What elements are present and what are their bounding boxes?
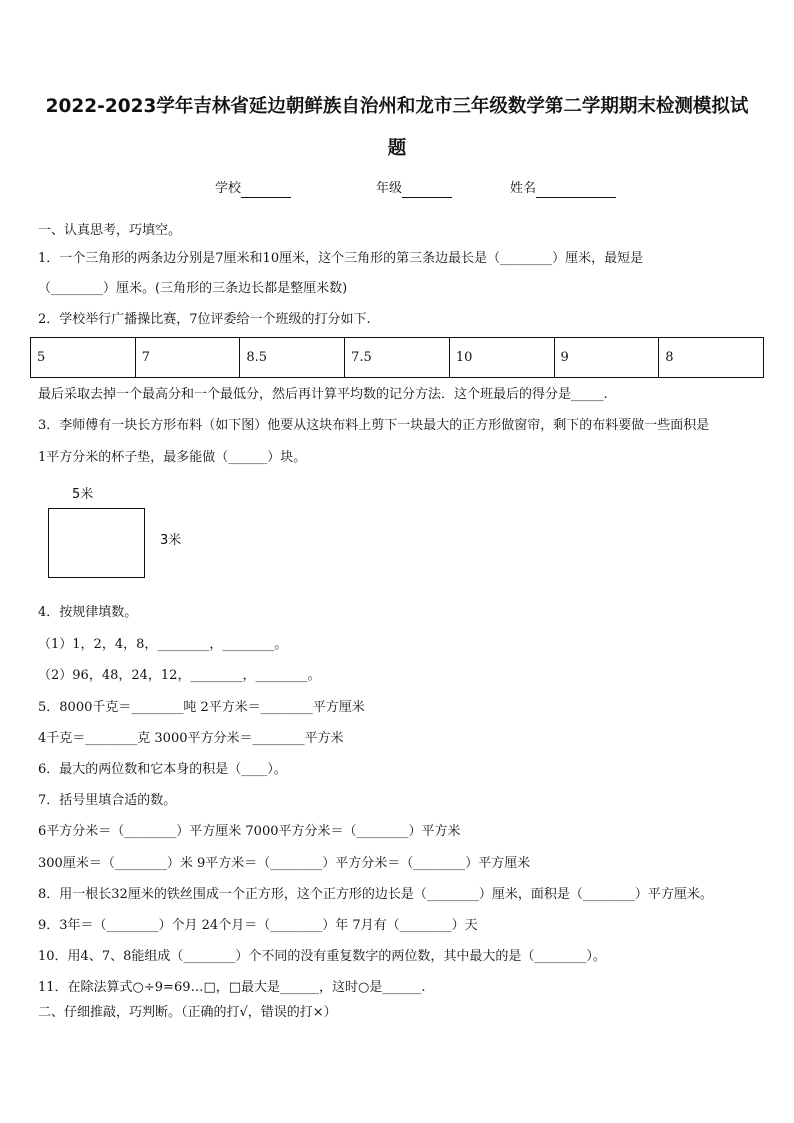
- name-blank[interactable]: [536, 183, 616, 198]
- q3-line2: 1平方分米的杯子垫，最多能做（______）块。: [38, 450, 307, 465]
- q4-part1: （1）1，2，4，8，________，________。: [38, 637, 288, 652]
- name-label: 姓名: [510, 181, 537, 196]
- q6-text: 6．最大的两位数和它本身的积是（____）。: [38, 762, 287, 777]
- title-line-2: 题: [387, 138, 407, 159]
- score-cell: 7.5: [345, 338, 450, 378]
- score-cell: 8.5: [240, 338, 345, 378]
- q7-text: 7．括号里填合适的数。: [38, 793, 177, 808]
- school-label: 学校: [215, 181, 242, 196]
- score-table: [30, 337, 764, 378]
- grade-label: 年级: [376, 181, 403, 196]
- q1-line2: （________）厘米。(三角形的三条边长都是整厘米数): [38, 281, 348, 296]
- section1-heading: 一、认真思考，巧填空。: [38, 223, 182, 238]
- q4-text: 4．按规律填数。: [38, 605, 138, 620]
- grade-field[interactable]: [376, 180, 452, 198]
- q8-text: 8．用一根长32厘米的铁丝围成一个正方形，这个正方形的边长是（________）厘米，面积是（________）平方厘米。: [38, 887, 713, 902]
- score-cell: 10: [449, 338, 554, 378]
- q7-line1: 6平方分米＝（________）平方厘米 7000平方分米＝（________）平方米: [38, 824, 461, 839]
- score-cell: 8: [659, 338, 764, 378]
- q11-text: 11．在除法算式○÷9=69…□，□最大是______，这时○是______.: [38, 980, 426, 995]
- q3-line1: 3．李师傅有一块长方形布料（如下图）他要从这块布料上剪下一块最大的正方形做窗帘，剩下的布料要做一些面积是: [38, 418, 710, 433]
- q5-line2: 4千克＝________克 3000平方分米＝________平方米: [38, 731, 344, 746]
- rectangle-figure: [48, 508, 145, 578]
- q4-part2: （2）96，48，24，12，________，________。: [38, 668, 321, 683]
- q10-text: 10．用4、7、8能组成（________）个不同的没有重复数字的两位数，其中最大的是（________）。: [38, 949, 606, 964]
- rect-width-label: 5米: [72, 487, 94, 502]
- school-blank[interactable]: [241, 183, 291, 198]
- score-cell: 9: [554, 338, 659, 378]
- q2-after: 最后采取去掉一个最高分和一个最低分，然后再计算平均数的记分方法．这个班最后的得分是_____.: [38, 387, 608, 402]
- school-field[interactable]: [215, 180, 291, 198]
- score-cell: 5: [31, 338, 136, 378]
- name-field[interactable]: [510, 180, 616, 198]
- q5-line1: 5．8000千克＝________吨 2平方米＝________平方厘米: [38, 700, 365, 715]
- q2-text: 2．学校举行广播操比赛，7位评委给一个班级的打分如下.: [38, 312, 371, 327]
- grade-blank[interactable]: [402, 183, 452, 198]
- section2-heading: 二、仔细推敲，巧判断。（正确的打√，错误的打×）: [38, 1005, 337, 1020]
- q1-line1: 1．一个三角形的两条边分别是7厘米和10厘米，这个三角形的第三条边最长是（________）厘米，最短是: [38, 251, 644, 266]
- score-cell: 7: [135, 338, 240, 378]
- score-row: [31, 338, 764, 378]
- q9-text: 9．3年＝（________）个月 24个月＝（________）年 7月有（________）天: [38, 918, 478, 933]
- q7-line2: 300厘米＝（________）米 9平方米＝（________）平方分米＝（________）平方厘米: [38, 856, 531, 871]
- rect-height-label: 3米: [160, 533, 182, 548]
- document-title: [30, 86, 764, 170]
- title-line-1: 2022-2023学年吉林省延边朝鲜族自治州和龙市三年级数学第二学期期末检测模拟试: [45, 96, 749, 117]
